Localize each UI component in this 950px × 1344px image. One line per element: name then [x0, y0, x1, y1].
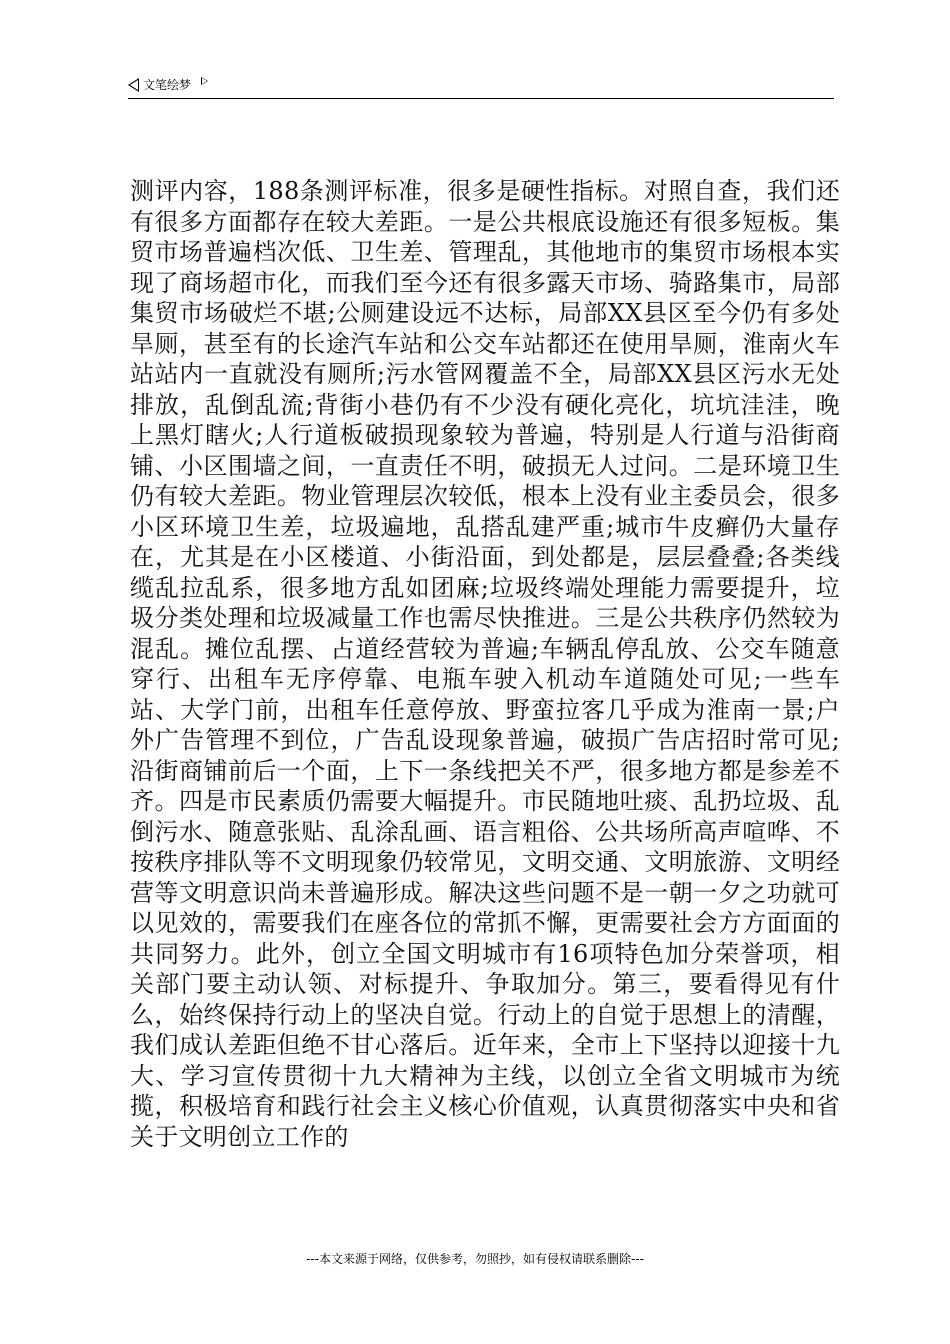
left-triangle-icon: [128, 78, 139, 92]
body-paragraph: 测评内容，188条测评标准，很多是硬性指标。对照自查，我们还有很多方面都存在较大差距。一是公共根底设施还有很多短板。集贸市场普遍档次低、卫生差、管理乱，其他地市的集贸市场根本实现了商场超市化，而我们至今还有很多露天市场、骑路集市，局部集贸市场破烂不堪;公厕建设远不达标，局部XX县区至今仍有多处旱厕，甚至有的长途汽车站和公交车站都还在使用旱厕，淮南火车站站内一直就没有厕所;污水管网覆盖不全，局部XX县区污水无处排放，乱倒乱流;背街小巷仍有不少没有硬化亮化，坑坑洼洼，晚上黑灯瞎火;人行道板破损现象较为普遍，特别是人行道与沿街商铺、小区围墙之间，一直责任不明，破损无人过问。二是环境卫生仍有较大差距。物业管理层次较低，根本上没有业主委员会，很多小区环境卫生差，垃圾遍地，乱搭乱建严重;城市牛皮癣仍大量存在，尤其是在小区楼道、小街沿面，到处都是，层层叠叠;各类线缆乱拉乱系，很多地方乱如团麻;垃圾终端处理能力需要提升，垃圾分类处理和垃圾减量工作也需尽快推进。三是公共秩序仍然较为混乱。摊位乱摆、占道经营较为普遍;车辆乱停乱放、公交车随意穿行、出租车无序停靠、电瓶车驶入机动车道随处可见;一些车站、大学门前，出租车任意停放、野蛮拉客几乎成为淮南一景;户外广告管理不到位，广告乱设现象普遍，破损广告店招时常可见;沿街商铺前后一个面，上下一条线把关不严，很多地方都是参差不齐。四是市民素质仍需要大幅提升。市民随地吐痰、乱扔垃圾、乱倒污水、随意张贴、乱涂乱画、语言粗俗、公共场所高声喧哗、不按秩序排队等不文明现象仍较常见，文明交通、文明旅游、文明经营等文明意识尚未普遍形成。解决这些问题不是一朝一夕之功就可以见效的，需要我们在座各位的常抓不懈，更需要社会方方面面的共同努力。此外，创立全国文明城市有16项特色加分荣誉项，相关部门要主动认领、对标提升、争取加分。第三，要看得见有什么，始终保持行动上的坚决自觉。行动上的自觉于思想上的清醒，我们成认差距但绝不甘心落后。近年来，全市上下坚持以迎接十九大、学习宣传贯彻十九大精神为主线，以创立全省文明城市为统揽，积极培育和践行社会主义核心价值观，认真贯彻落实中央和省关于文明创立工作的: [130, 177, 840, 1151]
footer-disclaimer: ---本文来源于网络，仅供参考，勿照抄，如有侵权请联系删除---: [306, 1252, 644, 1266]
right-triangle-icon: [201, 77, 208, 85]
document-body: [130, 176, 840, 1152]
page-header: [128, 74, 834, 99]
header-brand: [128, 76, 208, 93]
brand-label: 文笔绘梦: [143, 78, 192, 92]
